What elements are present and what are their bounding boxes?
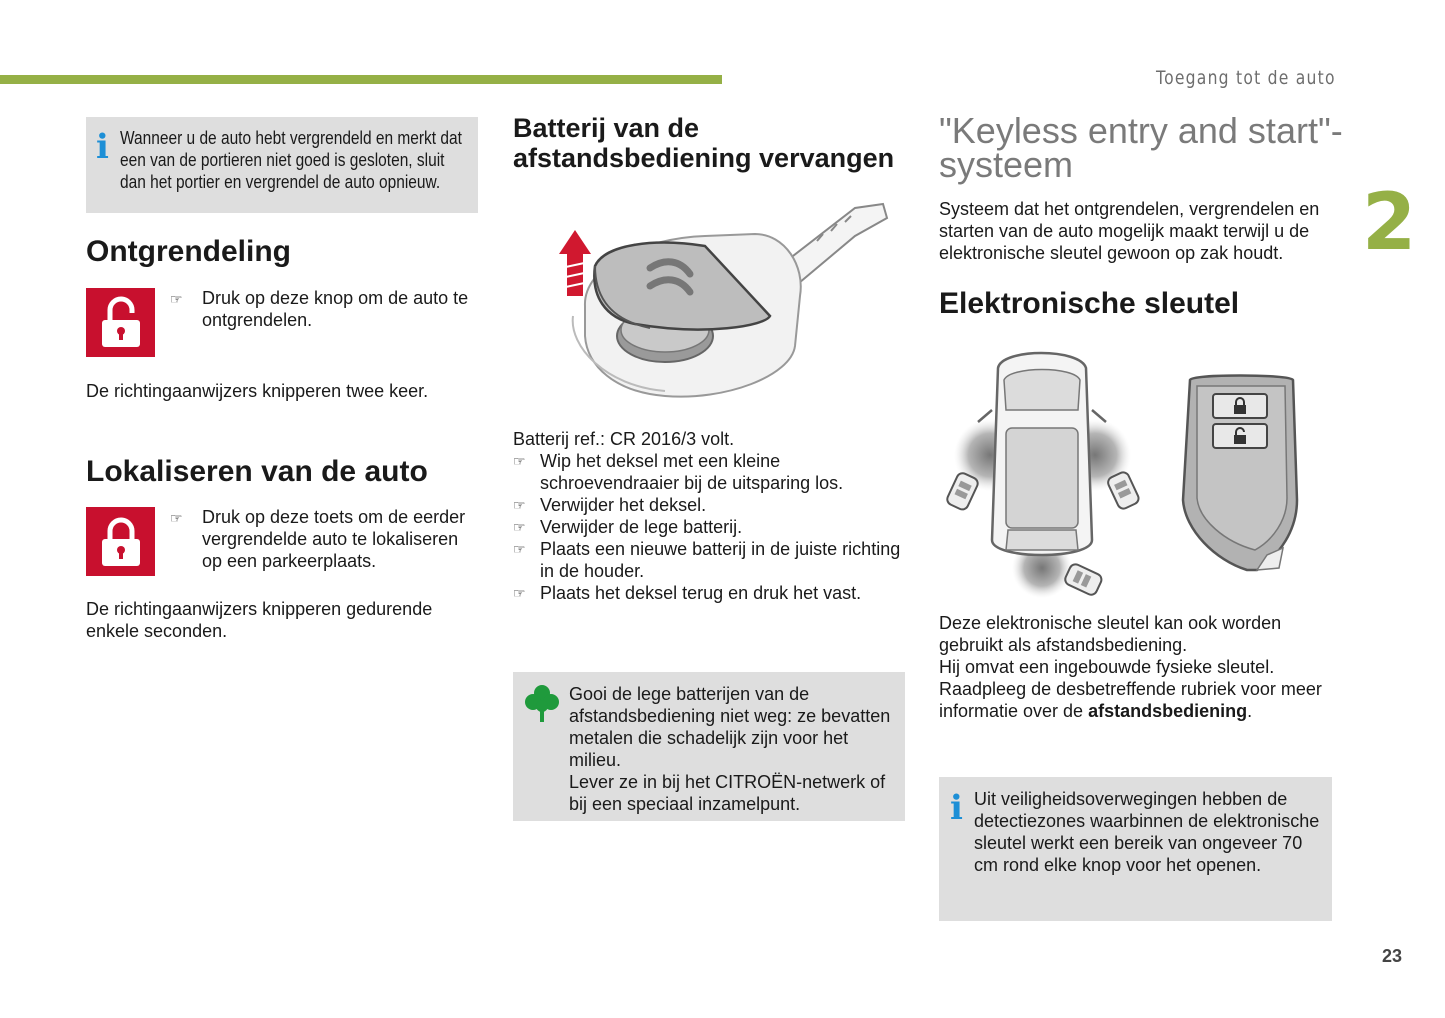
pointing-hand-icon: ☞ (170, 291, 183, 307)
safety-info-text: Uit veiligheidsoverwegingen hebben de detectiezones waarbinnen de elektronische sleutel werkt een bereik van ongeveer 70 cm rond elke knop voor het openen. (974, 789, 1320, 875)
info-note-text: Wanneer u de auto hebt vergrendeld en merkt dat een van de portieren niet goed is gesloten, sluit dan het portier en vergrendel de auto opnieuw. (120, 128, 462, 192)
lock-padlock-icon (86, 507, 155, 576)
pointing-hand-icon: ☞ (513, 519, 526, 535)
unlock-padlock-icon (86, 288, 155, 357)
pointing-hand-icon: ☞ (513, 497, 526, 513)
clover-icon (525, 684, 559, 729)
key-desc-punct: . (1247, 701, 1253, 721)
info-icon: i (950, 788, 963, 828)
key-desc-line: Raadpleeg de desbetreffende rubriek voor meer informatie over de (939, 679, 1322, 721)
locate-instruction: Druk op deze toets om de eerder vergrendelde auto te lokaliseren op een parkeerplaats. (202, 507, 466, 571)
key-desc-line: Deze elektronische sleutel kan ook worden gebruikt als afstandsbediening. (939, 613, 1282, 655)
step-text: Verwijder de lege batterij. (540, 517, 743, 537)
remote-control-reference: afstandsbediening (1088, 701, 1248, 721)
electronic-key-title: Elektronische sleutel (939, 287, 1240, 320)
remote-key-battery-illustration (555, 196, 895, 411)
eco-note-line: Lever ze in bij het CITROËN-netwerk of bij een speciaal inzamelpunt. (569, 772, 886, 814)
keyless-title-line2: systeem (939, 144, 1074, 185)
pointing-hand-icon: ☞ (513, 585, 526, 601)
list-item (513, 494, 903, 516)
locate-title: Lokaliseren van de auto (86, 455, 428, 488)
locate-result: De richtingaanwijzers knipperen gedurende enkele seconden. (86, 599, 433, 641)
header-accent-bar (0, 75, 722, 84)
step-text: Plaats het deksel terug en druk het vast. (540, 583, 862, 603)
eco-note-line: Gooi de lege batterijen van de afstandsbediening niet weg: ze bevatten metalen die schadelijk zijn voor het milieu. (569, 684, 891, 770)
unlock-instruction: Druk op deze knop om de auto te ontgrendelen. (202, 288, 469, 330)
safety-info-box (939, 777, 1332, 921)
battery-title-line1: Batterij van de (513, 113, 700, 143)
pointing-hand-icon: ☞ (170, 510, 183, 526)
eco-note-text (569, 683, 903, 815)
electronic-key-description (939, 612, 1339, 722)
unlock-result: De richtingaanwijzers knipperen twee keer. (86, 381, 429, 401)
pointing-hand-icon: ☞ (513, 453, 526, 469)
pointing-hand-icon: ☞ (513, 541, 526, 557)
chapter-number: 2 (1362, 178, 1417, 268)
list-item (513, 538, 903, 582)
section-heading: Toegang tot de auto (1156, 67, 1336, 89)
eco-note-box (513, 672, 905, 821)
list-item (513, 582, 903, 604)
battery-title-line2: afstandsbediening vervangen (513, 143, 895, 173)
info-note-box (86, 117, 478, 213)
step-text: Wip het deksel met een kleine schroevendraaier bij de uitsparing los. (540, 451, 844, 493)
step-text: Verwijder het deksel. (540, 495, 707, 515)
electronic-key-fob-illustration (1175, 370, 1305, 580)
step-text: Plaats een nieuwe batterij in de juiste richting in de houder. (540, 539, 901, 581)
battery-steps-list (513, 450, 903, 604)
car-detection-zones-illustration (940, 340, 1155, 605)
keyless-intro: Systeem dat het ontgrendelen, vergrendelen en starten van de auto mogelijk maakt terwijl u de elektronische sleutel gewoon op zak houdt. (939, 199, 1320, 263)
unlock-title: Ontgrendeling (86, 235, 291, 268)
page-number: 23 (1382, 946, 1403, 966)
keyless-title (939, 110, 1343, 185)
list-item (513, 450, 903, 494)
key-desc-line: Hij omvat een ingebouwde fysieke sleutel. (939, 657, 1275, 677)
battery-ref: Batterij ref.: CR 2016/3 volt. (513, 429, 735, 449)
battery-title (513, 113, 894, 173)
list-item (513, 516, 903, 538)
keyless-title-line1: "Keyless entry and start"- (939, 110, 1343, 151)
info-icon: i (96, 127, 109, 167)
